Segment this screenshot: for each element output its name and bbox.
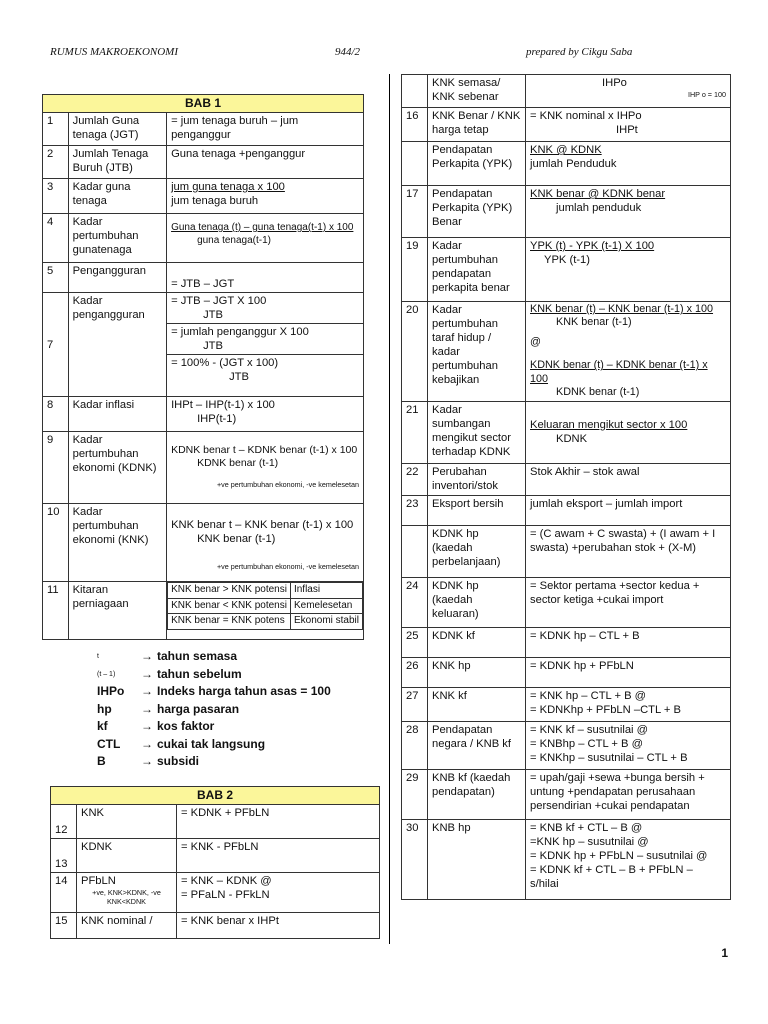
header-author: prepared by Cikgu Saba bbox=[526, 46, 633, 58]
row-term: Kitaran perniagaan bbox=[68, 582, 166, 640]
row-number: 13 bbox=[51, 839, 77, 873]
row-number: 7 bbox=[43, 293, 69, 397]
arrow-icon: → bbox=[141, 719, 153, 733]
row-term: Kadar pertumbuhan ekonomi (KDNK) bbox=[68, 432, 166, 504]
formula-denominator: JTB bbox=[203, 340, 223, 352]
row-number: 15 bbox=[51, 913, 77, 939]
formula-denominator: KDNK benar (t-1) bbox=[197, 457, 279, 470]
row-number: 12 bbox=[51, 805, 77, 839]
row-number: 19 bbox=[402, 238, 428, 302]
legend-value: Indeks harga tahun asas = 100 bbox=[157, 684, 331, 698]
table-row bbox=[43, 504, 364, 582]
formula-denominator: KNK benar (t-1) bbox=[197, 533, 276, 545]
row-formula: = (C awam + C swasta) + (I awam + I swasta) +perubahan stok + (X-M) bbox=[526, 525, 731, 577]
legend-value: harga pasaran bbox=[157, 701, 240, 716]
row-formula: = KDNK hp + PFbLN – susutnilai @ bbox=[530, 849, 708, 862]
table-row bbox=[402, 302, 731, 402]
row-term: KDNK hp (kaedah keluaran) bbox=[428, 577, 526, 627]
formula-denominator: KNK benar (t-1) bbox=[556, 316, 632, 329]
row-term: Kadar pertumbuhan gunatenaga bbox=[68, 214, 166, 263]
row-term: KNB kf (kaedah pendapatan) bbox=[428, 769, 526, 819]
row-term: KNK hp bbox=[428, 657, 526, 687]
table-row bbox=[43, 582, 364, 640]
row-term: Eksport bersih bbox=[428, 495, 526, 525]
formula-numerator: KDNK benar (t) – KDNK benar (t-1) x 100 bbox=[530, 359, 708, 385]
row-formula: = PFaLN - PFkLN bbox=[181, 889, 270, 901]
row-formula: = KDNK hp – CTL + B bbox=[526, 627, 731, 657]
table-row bbox=[402, 142, 731, 186]
row-formula: Stok Akhir – stok awal bbox=[526, 463, 731, 495]
row-term: Jumlah Guna tenaga (JGT) bbox=[68, 113, 166, 146]
row-number: 9 bbox=[43, 432, 69, 504]
table-row bbox=[402, 108, 731, 142]
formula-numerator: = KNK nominal x IHPo bbox=[530, 110, 642, 122]
legend-key: t bbox=[97, 653, 99, 660]
row-formula: = KDNK hp + PFbLN bbox=[526, 657, 731, 687]
row-formula: Guna tenaga +penganggur bbox=[171, 148, 306, 160]
row-formula: = KNB kf + CTL – B @ bbox=[530, 821, 643, 834]
row-formula: = KNK hp – CTL + B @ bbox=[530, 689, 647, 702]
formula-numerator: KNK benar (t) – KNK benar (t-1) x 100 bbox=[530, 303, 714, 315]
row-number: 1 bbox=[43, 113, 69, 146]
formula-denominator: jumlah Penduduk bbox=[530, 158, 617, 170]
column-divider bbox=[389, 74, 390, 944]
row-number: 5 bbox=[43, 263, 69, 293]
table-row bbox=[402, 525, 731, 577]
row-number: 23 bbox=[402, 495, 428, 525]
row-term: KNK semasa/ KNK sebenar bbox=[428, 75, 526, 108]
table-row bbox=[402, 401, 731, 463]
bab2-continued-table bbox=[401, 74, 731, 900]
row-term: Pendapatan negara / KNB kf bbox=[428, 721, 526, 769]
row-number: 24 bbox=[402, 577, 428, 627]
formula-numerator: Keluaran mengikut sector x 100 bbox=[530, 418, 688, 431]
formula-denominator: JTB bbox=[203, 309, 223, 321]
legend-item bbox=[97, 666, 331, 684]
formula-numerator: = 100% - (JGT x 100) bbox=[171, 357, 279, 369]
row-number: 26 bbox=[402, 657, 428, 687]
table-row bbox=[402, 495, 731, 525]
table-row bbox=[402, 463, 731, 495]
arrow-icon: → bbox=[141, 649, 153, 663]
row-term: KNK nominal / bbox=[77, 913, 177, 939]
formula-denominator: KDNK benar (t-1) bbox=[556, 386, 640, 399]
table-row bbox=[43, 397, 364, 432]
legend-item bbox=[97, 701, 331, 719]
formula-denominator: JTB bbox=[229, 371, 249, 383]
row-term: Perubahan inventori/stok bbox=[428, 463, 526, 495]
table-row bbox=[402, 687, 731, 721]
row-formula: jumlah eksport – jumlah import bbox=[526, 495, 731, 525]
row-number bbox=[402, 525, 428, 577]
row-term: Jumlah Tenaga Buruh (JTB) bbox=[68, 146, 166, 179]
row-formula: = Sektor pertama +sector kedua + sector ketiga +cukai import bbox=[526, 577, 731, 627]
row-number: 30 bbox=[402, 819, 428, 899]
row-term: KNK Benar / KNK harga tetap bbox=[428, 108, 526, 142]
legend-key: CTL bbox=[97, 736, 121, 751]
bab1-title: BAB 1 bbox=[43, 95, 364, 113]
page-number: 1 bbox=[721, 946, 728, 960]
row-term: KNK bbox=[77, 805, 177, 839]
row-number: 29 bbox=[402, 769, 428, 819]
formula-numerator: KDNK benar t – KDNK benar (t-1) x 100 bbox=[171, 444, 358, 456]
header-title: RUMUS MAKROEKONOMI bbox=[50, 46, 179, 58]
legend-key: kf bbox=[97, 719, 108, 733]
table-row bbox=[43, 214, 364, 263]
cycle-result: Kemelesetan bbox=[290, 598, 362, 614]
row-term: PFbLN bbox=[81, 875, 116, 887]
row-note: IHP o = 100 bbox=[687, 90, 726, 99]
symbol-legend bbox=[97, 648, 331, 771]
formula-numerator: KNK benar t – KNK benar (t-1) x 100 bbox=[171, 519, 354, 531]
cycle-condition: KNK benar = KNK potens bbox=[168, 614, 291, 630]
formula-denominator: jumlah penduduk bbox=[556, 202, 642, 214]
row-term: KNB hp bbox=[428, 819, 526, 899]
row-formula: =KNK hp – susutnilai @ bbox=[530, 835, 649, 848]
legend-key: B bbox=[97, 754, 106, 768]
row-term: Pendapatan Perkapita (YPK) Benar bbox=[428, 186, 526, 238]
legend-item bbox=[97, 736, 331, 754]
cycle-condition: KNK benar > KNK potensi bbox=[168, 583, 291, 599]
header-code: 944/2 bbox=[335, 46, 361, 58]
table-row bbox=[402, 721, 731, 769]
row-number: 14 bbox=[51, 873, 77, 913]
table-row bbox=[402, 627, 731, 657]
legend-value: kos faktor bbox=[157, 719, 215, 733]
row-note: +ve pertumbuhan ekonomi, -ve kemelesetan bbox=[216, 562, 359, 571]
row-number: 4 bbox=[43, 214, 69, 263]
legend-value: tahun sebelum bbox=[157, 666, 242, 681]
row-number: 25 bbox=[402, 627, 428, 657]
row-number: 22 bbox=[402, 463, 428, 495]
row-formula: = KNK – KDNK @ bbox=[181, 875, 272, 887]
formula-numerator: KNK @ KDNK bbox=[530, 144, 602, 156]
legend-value: tahun semasa bbox=[157, 649, 238, 663]
table-row bbox=[402, 238, 731, 302]
row-formula: = jum tenaga buruh – jum penganggur bbox=[171, 115, 299, 141]
formula-denominator: jum tenaga buruh bbox=[171, 195, 259, 207]
arrow-icon: → bbox=[141, 684, 153, 698]
formula-numerator: jum guna tenaga x 100 bbox=[171, 181, 285, 193]
table-row bbox=[402, 769, 731, 819]
business-cycle-table bbox=[167, 582, 363, 630]
cycle-result: Inflasi bbox=[290, 583, 362, 599]
row-formula: = KDNKhp + PFbLN –CTL + B bbox=[530, 703, 681, 716]
formula-numerator: YPK (t) - YPK (t-1) X 100 bbox=[530, 240, 655, 252]
arrow-icon: → bbox=[141, 701, 153, 716]
row-term: KDNK hp (kaedah perbelanjaan) bbox=[428, 525, 526, 577]
row-number bbox=[402, 75, 428, 108]
row-formula: = KDNK + PFbLN bbox=[177, 805, 380, 839]
arrow-icon: → bbox=[141, 754, 153, 768]
row-term: Kadar inflasi bbox=[68, 397, 166, 432]
or-separator: @ bbox=[530, 335, 541, 348]
table-row bbox=[51, 873, 380, 913]
row-number: 11 bbox=[43, 582, 69, 640]
legend-key: IHPo bbox=[97, 684, 125, 698]
row-formula: s/hilai bbox=[530, 877, 559, 890]
row-term: Pengangguran bbox=[68, 263, 166, 293]
formula-numerator: IHPt – IHP(t-1) x 100 bbox=[171, 399, 275, 411]
table-row bbox=[43, 179, 364, 214]
table-row bbox=[51, 913, 380, 939]
row-formula: = KNKhp – susutnilai – CTL + B bbox=[530, 751, 688, 764]
row-term: Kadar guna tenaga bbox=[68, 179, 166, 214]
table-row bbox=[43, 146, 364, 179]
row-formula: = JTB – JGT bbox=[171, 278, 235, 290]
table-row bbox=[43, 263, 364, 293]
row-number bbox=[402, 142, 428, 186]
row-note: +ve, KNK>KDNK, -ve KNK<KDNK bbox=[92, 888, 161, 907]
row-formula: = KNBhp – CTL + B @ bbox=[530, 737, 643, 750]
row-term: KDNK bbox=[77, 839, 177, 873]
row-number: 27 bbox=[402, 687, 428, 721]
row-term: Kadar pertumbuhan ekonomi (KNK) bbox=[68, 504, 166, 582]
row-number: 3 bbox=[43, 179, 69, 214]
row-number: 28 bbox=[402, 721, 428, 769]
row-number: 2 bbox=[43, 146, 69, 179]
legend-key: (t – 1) bbox=[97, 670, 116, 678]
row-term: Kadar pengangguran bbox=[68, 293, 166, 397]
table-row bbox=[43, 113, 364, 146]
table-row bbox=[43, 432, 364, 504]
legend-value: subsidi bbox=[157, 754, 200, 768]
row-number: 21 bbox=[402, 401, 428, 463]
formula-numerator: = jumlah penganggur X 100 bbox=[171, 326, 309, 338]
row-term: Kadar pertumbuhan taraf hidup / kadar pertumbuhan kebajikan bbox=[428, 302, 526, 402]
row-formula: = upah/gaji +sewa +bunga bersih + untung +pendapatan perusahaan persendirian +cukai pendapatan bbox=[526, 769, 731, 819]
row-formula: = KNK benar x IHPt bbox=[177, 913, 380, 939]
arrow-icon: → bbox=[141, 736, 153, 751]
legend-value: cukai tak langsung bbox=[157, 736, 266, 751]
cycle-condition: KNK benar < KNK potensi bbox=[168, 598, 291, 614]
table-row bbox=[402, 186, 731, 238]
legend-key: hp bbox=[97, 701, 112, 716]
formula-denominator: guna tenaga(t-1) bbox=[197, 234, 272, 246]
row-term: KNK kf bbox=[428, 687, 526, 721]
table-row bbox=[51, 839, 380, 873]
arrow-icon: → bbox=[141, 666, 153, 681]
legend-item bbox=[97, 648, 331, 666]
row-number: 17 bbox=[402, 186, 428, 238]
row-number: 16 bbox=[402, 108, 428, 142]
row-term: KDNK kf bbox=[428, 627, 526, 657]
formula-denominator: IHP(t-1) bbox=[197, 413, 237, 425]
cycle-result: Ekonomi stabil bbox=[290, 614, 362, 630]
table-row bbox=[43, 293, 364, 397]
table-row bbox=[402, 657, 731, 687]
formula-denominator: KDNK bbox=[556, 432, 588, 445]
bab2-table bbox=[50, 786, 380, 939]
legend-item bbox=[97, 753, 331, 771]
row-formula: = KDNK kf + CTL – B + PFbLN – bbox=[530, 863, 693, 876]
row-number: 10 bbox=[43, 504, 69, 582]
table-row bbox=[402, 75, 731, 108]
row-term: Pendapatan Perkapita (YPK) bbox=[428, 142, 526, 186]
legend-item bbox=[97, 683, 331, 701]
row-note: +ve pertumbuhan ekonomi, -ve kemelesetan bbox=[216, 480, 359, 490]
row-term: Kadar sumbangan mengikut sector terhadap KDNK bbox=[428, 401, 526, 463]
table-row bbox=[51, 805, 380, 839]
formula-denominator: IHPo bbox=[602, 77, 627, 89]
formula-numerator: Guna tenaga (t) – guna tenaga(t-1) x 100 bbox=[171, 222, 354, 233]
legend-item bbox=[97, 718, 331, 736]
formula-denominator: IHPt bbox=[616, 124, 638, 136]
formula-numerator: KNK benar @ KDNK benar bbox=[530, 188, 666, 200]
bab1-table bbox=[42, 94, 364, 640]
bab2-title: BAB 2 bbox=[51, 787, 380, 805]
row-number: 20 bbox=[402, 302, 428, 402]
formula-numerator: = JTB – JGT X 100 bbox=[171, 295, 267, 307]
formula-denominator: YPK (t-1) bbox=[544, 254, 591, 266]
table-row bbox=[402, 819, 731, 899]
row-formula: = KNK - PFbLN bbox=[177, 839, 380, 873]
row-number: 8 bbox=[43, 397, 69, 432]
row-term: Kadar pertumbuhan pendapatan perkapita benar bbox=[428, 238, 526, 302]
table-row bbox=[402, 577, 731, 627]
row-formula: = KNK kf – susutnilai @ bbox=[530, 723, 648, 736]
